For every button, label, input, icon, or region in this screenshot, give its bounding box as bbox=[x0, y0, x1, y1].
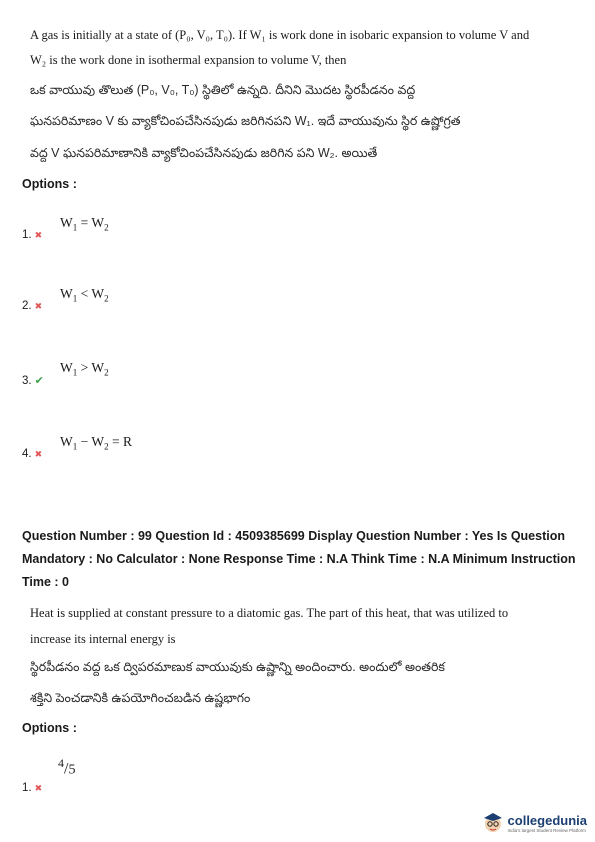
option-formula: $W_1 = W_2$ bbox=[60, 215, 109, 233]
option-formula: $^4$/5 bbox=[58, 756, 76, 778]
options-label: Options : bbox=[22, 177, 77, 191]
question-text-en-line: A gas is initially at a state of (P₀, V₀, T₀). If W₁ is work done in isobaric expansion to volume V and bbox=[30, 28, 530, 42]
wrong-mark-icon: ✖ bbox=[34, 301, 43, 311]
wrong-mark-icon: ✖ bbox=[34, 783, 43, 793]
option-number: 4. ✖ bbox=[22, 448, 43, 460]
question-text-en-line: Heat is supplied at constant pressure to a diatomic gas. The part of this heat, that was utilized to bbox=[30, 606, 509, 620]
question-meta bbox=[22, 525, 577, 594]
correct-mark-icon: ✔ bbox=[34, 375, 44, 387]
wrong-mark-icon: ✖ bbox=[34, 230, 43, 240]
option-formula: $W_1 < W_2$ bbox=[60, 286, 109, 304]
question-meta-line: Mandatory : No Calculator : None Response Time : N.A Think Time : N.A Minimum Instruction bbox=[22, 552, 576, 566]
option-number: 1. ✖ bbox=[22, 782, 43, 794]
mascot-icon bbox=[482, 810, 504, 836]
option-formula: $W_1 > W_2$ bbox=[60, 360, 109, 378]
question-text-te-line: శక్తిని పెంచడానికి ఉపయోగించబడిన ఉష్ణభాగం bbox=[30, 691, 251, 705]
collegedunia-logo bbox=[482, 810, 587, 836]
question-text-en-line: increase its internal energy is bbox=[30, 632, 176, 646]
option-formula: $W_1 - W_2 = R$ bbox=[60, 434, 132, 452]
option-number: 2. ✖ bbox=[22, 300, 43, 312]
wrong-mark-icon: ✖ bbox=[34, 449, 43, 459]
question-meta-line: Time : 0 bbox=[22, 575, 70, 589]
options-label: Options : bbox=[22, 721, 77, 735]
question-text-te-line: వద్ద V ఘనపరిమాణానికి వ్యాకోచింపచేసినపుడు జరిగిన పని W₂. అయితే bbox=[30, 146, 378, 160]
option-number: 3. ✔ bbox=[22, 375, 44, 387]
question-text-te-line: ఒక వాయువు తొలుత (P₀, V₀, T₀) స్థితిలో ఉన్నది. దీనిని మొదట స్థిరపీడనం వద్ద bbox=[30, 83, 416, 97]
option-number: 1. ✖ bbox=[22, 229, 43, 241]
question-text-en-line: W₂ is the work done in isothermal expansion to volume V, then bbox=[30, 53, 347, 67]
logo-tagline: India's largest Student Review Platform bbox=[507, 828, 586, 833]
logo-name: collegedunia bbox=[507, 813, 587, 828]
question-text-te-line: స్థిరపీడనం వద్ద ఒక ద్విపరమాణుక వాయువుకు ఉష్ణాన్ని అందించారు. అందులో అంతరిక bbox=[30, 660, 445, 674]
question-text-te-line: ఘనపరిమాణం V కు వ్యాకోచింపచేసినపుడు జరిగినపని W₁. ఇదే వాయువును స్థిర ఉష్ణోగ్రత bbox=[30, 114, 461, 128]
question-meta-line: Question Number : 99 Question Id : 4509385699 Display Question Number : Yes Is Question bbox=[22, 529, 565, 543]
